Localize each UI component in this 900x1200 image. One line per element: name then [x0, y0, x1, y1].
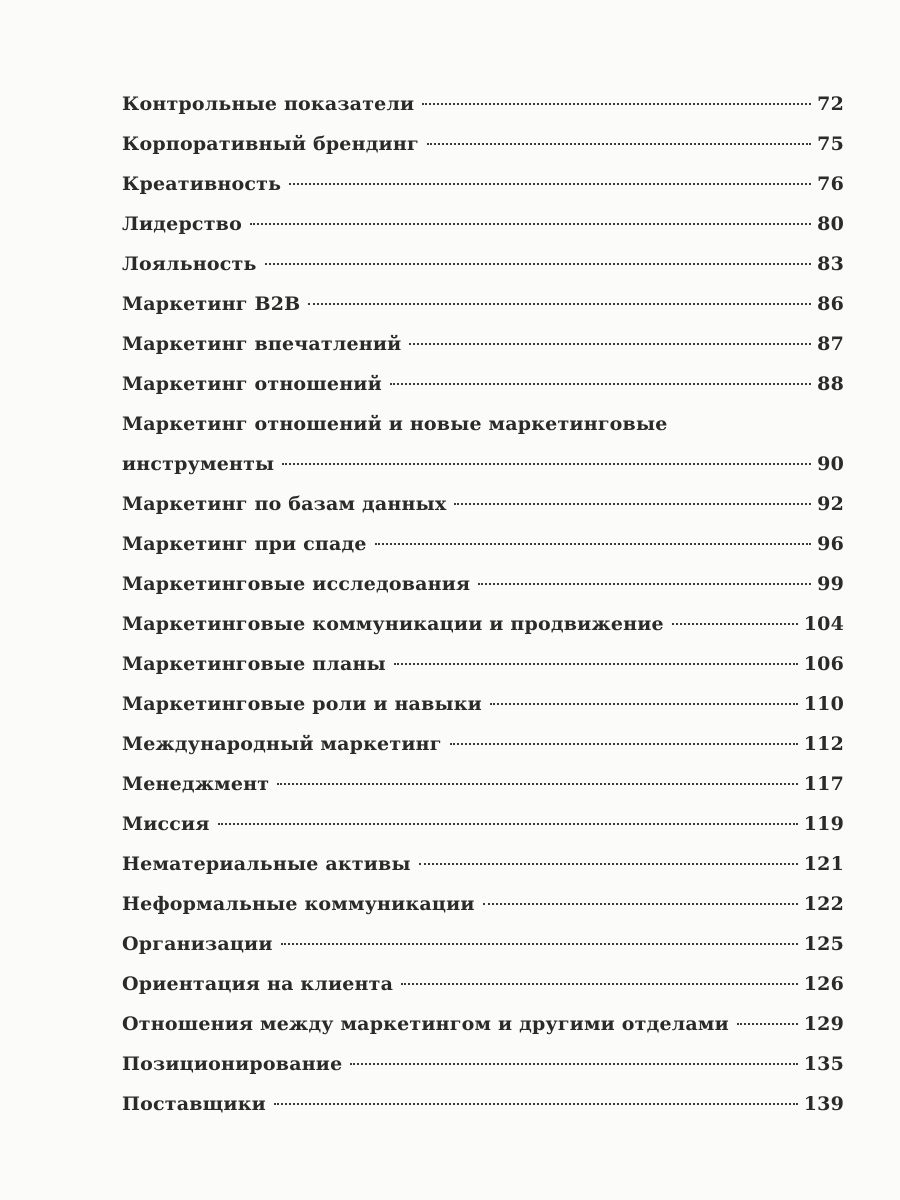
dot-leader — [282, 463, 811, 465]
dot-leader — [281, 943, 798, 945]
toc-entry — [122, 524, 844, 564]
toc-entry — [122, 364, 844, 404]
toc-entry-page-number: 135 — [803, 1053, 844, 1075]
dot-leader — [218, 823, 798, 825]
toc-entry-page-number: 112 — [803, 733, 844, 755]
toc-entry-title: Маркетинговые исследования — [122, 573, 471, 595]
toc-entry-title-line1: Маркетинг отношений и новые маркетинговые — [122, 413, 668, 435]
dot-leader — [427, 143, 811, 145]
toc-entry-title: Маркетинг отношений — [122, 373, 382, 395]
toc-entry-page-number: 106 — [803, 653, 844, 675]
toc-entry-page-number: 90 — [817, 453, 844, 475]
toc-entry-title: Маркетинг по базам данных — [122, 493, 447, 515]
dot-leader — [265, 263, 812, 265]
dot-leader — [419, 863, 798, 865]
toc-entry-title: Неформальные коммуникации — [122, 893, 475, 915]
toc-entry — [122, 204, 844, 244]
toc-entry-page-number: 119 — [803, 813, 844, 835]
toc-entry-page-number: 88 — [817, 373, 844, 395]
toc-entry-page-number: 86 — [817, 293, 844, 315]
dot-leader — [274, 1103, 798, 1105]
dot-leader — [478, 583, 811, 585]
toc-entry — [122, 284, 844, 324]
toc-entry — [122, 1044, 844, 1084]
toc-entry-title: Организации — [122, 933, 273, 955]
dot-leader — [401, 983, 798, 985]
dot-leader — [422, 103, 811, 105]
toc-entry-page-number: 117 — [803, 773, 844, 795]
dot-leader — [672, 623, 798, 625]
toc-entry — [122, 324, 844, 364]
toc-entry-page-number: 126 — [803, 973, 844, 995]
toc-entry-title: Ориентация на клиента — [122, 973, 394, 995]
dot-leader — [490, 703, 798, 705]
toc-entry-page-number: 129 — [803, 1013, 844, 1035]
toc-entry-title: Маркетинговые планы — [122, 653, 386, 675]
toc-entry-page-number: 110 — [803, 693, 844, 715]
toc-entry-page-number: 125 — [803, 933, 844, 955]
dot-leader — [409, 343, 811, 345]
toc-entry — [122, 1084, 844, 1124]
toc-entry-page-number: 139 — [803, 1093, 844, 1115]
dot-leader — [350, 1063, 797, 1065]
toc-entry — [122, 964, 844, 1004]
toc-entry-title: Позиционирование — [122, 1053, 343, 1075]
toc-entry-page-number: 72 — [817, 93, 844, 115]
dot-leader — [308, 303, 811, 305]
dot-leader — [450, 743, 798, 745]
toc-entry-page-number: 75 — [817, 133, 844, 155]
dot-leader — [250, 223, 811, 225]
toc-entry-page-number: 96 — [817, 533, 844, 555]
table-of-contents — [122, 84, 844, 1124]
toc-entry — [122, 1004, 844, 1044]
toc-entry-page-number: 99 — [817, 573, 844, 595]
toc-entry-page-number: 80 — [817, 213, 844, 235]
dot-leader — [375, 543, 811, 545]
dot-leader — [390, 383, 811, 385]
dot-leader — [277, 783, 797, 785]
toc-entry-title: Корпоративный брендинг — [122, 133, 419, 155]
toc-entry-title: Менеджмент — [122, 773, 270, 795]
toc-entry-page-number: 83 — [817, 253, 844, 275]
toc-entry — [122, 684, 844, 724]
dot-leader — [483, 903, 798, 905]
toc-entry-title: Маркетинг при спаде — [122, 533, 367, 555]
toc-entry-title: Нематериальные активы — [122, 853, 411, 875]
dot-leader — [737, 1023, 798, 1025]
toc-entry — [122, 564, 844, 604]
toc-entry-page-number: 122 — [803, 893, 844, 915]
toc-entry-title: Лояльность — [122, 253, 257, 275]
toc-entry-title: Маркетинговые коммуникации и продвижение — [122, 613, 664, 635]
toc-entry — [122, 844, 844, 884]
toc-entry — [122, 604, 844, 644]
toc-entry-page-number: 76 — [817, 173, 844, 195]
toc-entry-title: Отношения между маркетингом и другими отделами — [122, 1013, 729, 1035]
toc-entry — [122, 84, 844, 124]
toc-entry-title: Поставщики — [122, 1093, 266, 1115]
toc-entry — [122, 484, 844, 524]
dot-leader — [394, 663, 798, 665]
toc-entry — [122, 804, 844, 844]
toc-entry-page-number: 104 — [803, 613, 844, 635]
toc-entry-title: Креативность — [122, 173, 282, 195]
toc-entry-title: Контрольные показатели — [122, 93, 415, 115]
toc-entry — [122, 764, 844, 804]
toc-entry — [122, 164, 844, 204]
toc-entry-page-number: 92 — [817, 493, 844, 515]
toc-entry-page-number: 87 — [817, 333, 844, 355]
toc-entry-title: Лидерство — [122, 213, 242, 235]
toc-entry-title: Международный маркетинг — [122, 733, 442, 755]
toc-entry-second-line — [122, 444, 844, 484]
toc-entry-title: Миссия — [122, 813, 210, 835]
toc-entry — [122, 724, 844, 764]
toc-entry — [122, 924, 844, 964]
toc-entry — [122, 404, 844, 484]
toc-entry — [122, 124, 844, 164]
toc-entry — [122, 244, 844, 284]
toc-entry-page-number: 121 — [803, 853, 844, 875]
dot-leader — [289, 183, 811, 185]
toc-entry — [122, 884, 844, 924]
toc-entry-title: Маркетинговые роли и навыки — [122, 693, 482, 715]
toc-entry-title: Маркетинг впечатлений — [122, 333, 402, 355]
toc-entry-title-line2: инструменты — [122, 453, 275, 475]
toc-entry — [122, 644, 844, 684]
toc-entry-title: Маркетинг B2B — [122, 293, 301, 315]
dot-leader — [454, 503, 811, 505]
